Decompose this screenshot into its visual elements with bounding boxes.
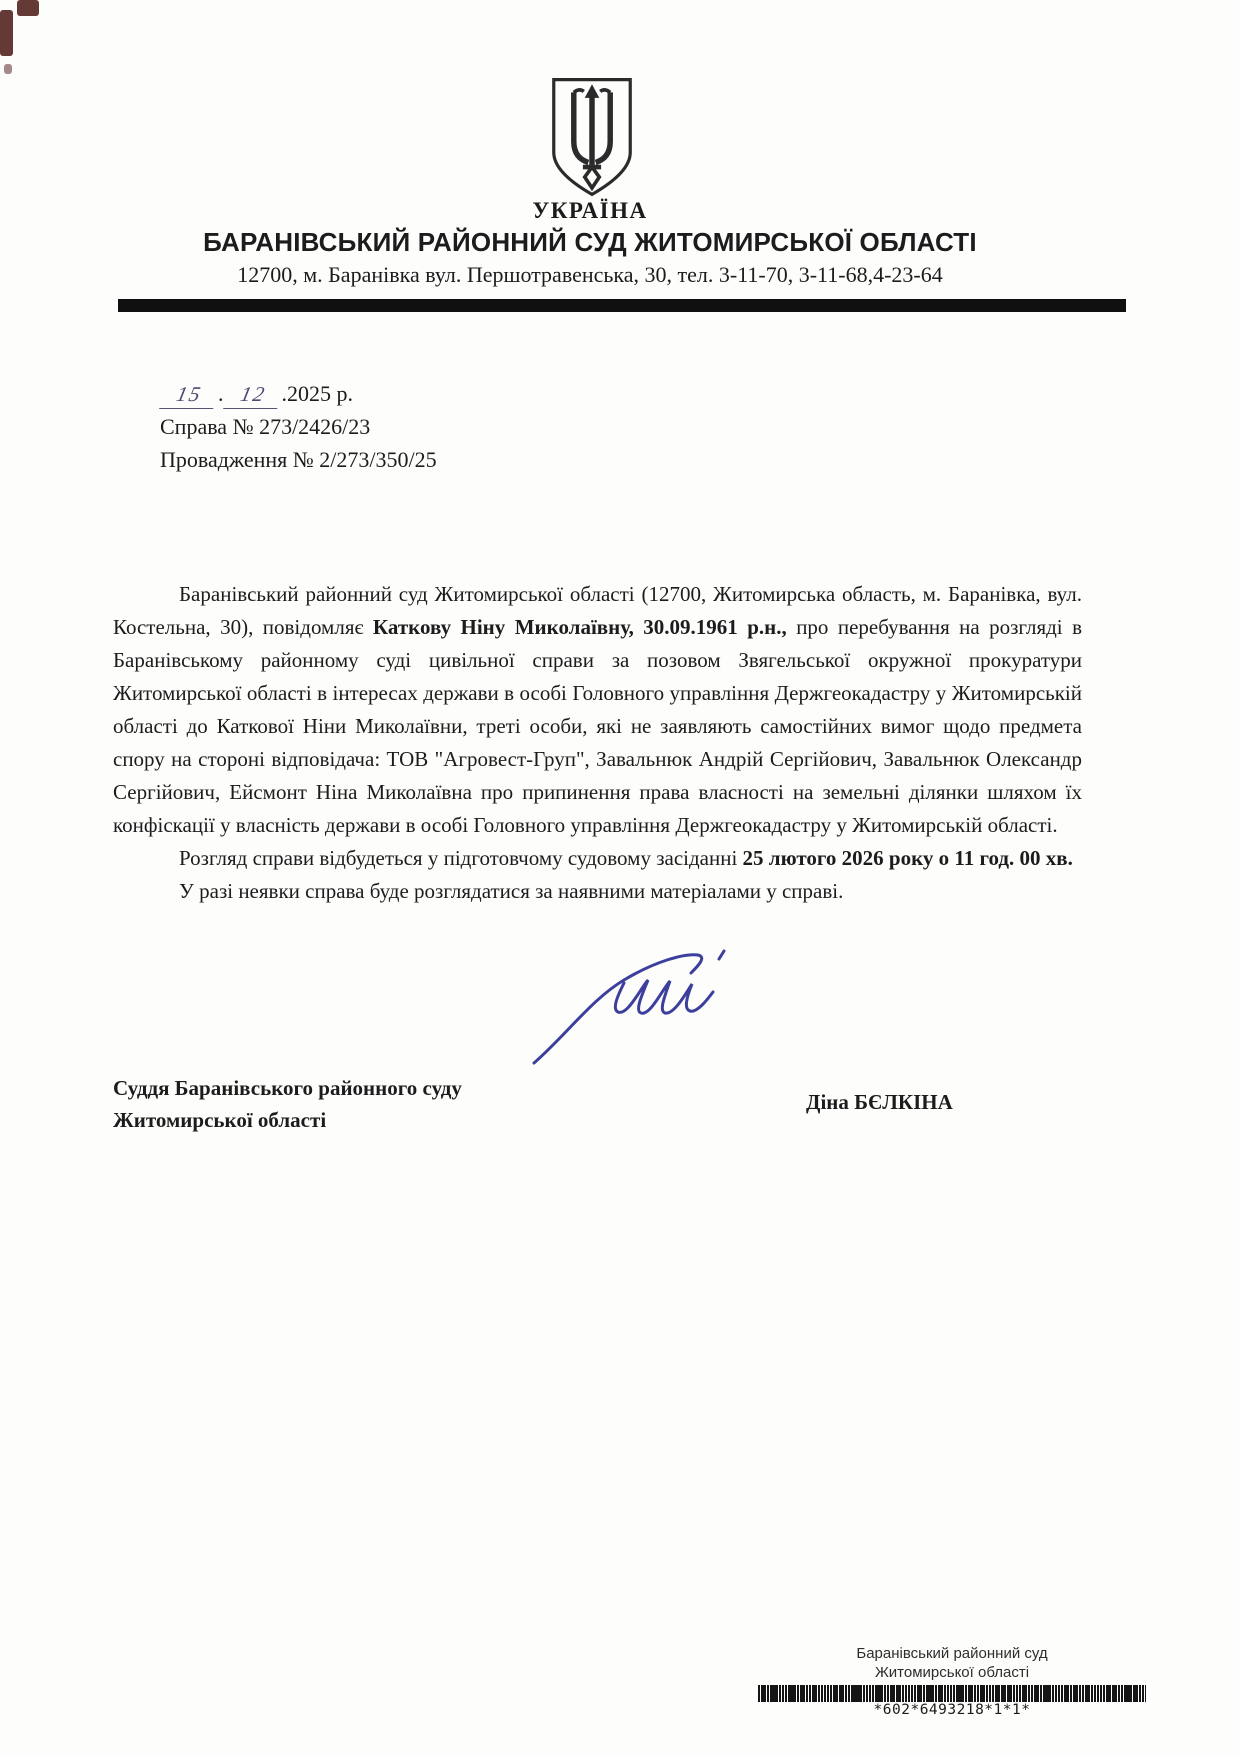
ukraine-trident-icon — [546, 76, 638, 198]
handwritten-month: 12 — [223, 382, 283, 409]
hearing-datetime-bold: 25 лютого 2026 року о 11 год. 00 хв. — [742, 846, 1073, 870]
letter-body — [113, 578, 1082, 908]
footer-court-line1: Баранівський районний суд — [856, 1645, 1048, 1662]
notification-text: Баранівський районний суд Житомирської області (12700, Житомирська область, м. Баранівка, вул. Костельна, 30), повідомляє — [113, 582, 1082, 639]
scan-artifact — [0, 10, 13, 56]
footer-stamp — [758, 1644, 1146, 1718]
proceeding-number: Провадження № 2/273/350/25 — [160, 447, 437, 472]
court-address: 12700, м. Баранівка вул. Першотравенська, 30, тел. 3-11-70, 3-11-68,4-23-64 — [237, 262, 943, 287]
handwritten-day: 15 — [159, 382, 219, 409]
barcode — [758, 1685, 1146, 1702]
date-separator: . — [218, 381, 224, 406]
divider-rule — [118, 299, 1126, 312]
case-number: Справа № 273/2426/23 — [160, 414, 371, 439]
court-name-title: БАРАНІВСЬКИЙ РАЙОННИЙ СУД ЖИТОМИРСЬКОЇ ОБЛАСТІ — [203, 227, 977, 257]
footer-court-line2: Житомирської області — [874, 1664, 1030, 1681]
judge-signature — [528, 946, 748, 1072]
judge-title-line2: Житомирської області — [113, 1108, 327, 1132]
paragraph-hearing — [113, 842, 1082, 875]
paragraph-absence-notice: У разі неявки справа буде розглядатися за наявними матеріалами у справі. — [179, 879, 844, 903]
paragraph-notification — [113, 578, 1082, 842]
addressee-name-bold: Каткову Ніну Миколаївну, 30.09.1961 р.н., — [372, 615, 787, 639]
country-title: УКРАЇНА — [532, 198, 648, 223]
judge-name: Діна БЄЛКІНА — [806, 1090, 953, 1114]
scan-artifact — [4, 64, 12, 74]
barcode-text: *602*6493218*1*1* — [873, 1702, 1031, 1718]
hearing-text: Розгляд справи відбудеться у підготовчому судовому засіданні — [179, 846, 743, 870]
judge-title — [113, 1072, 593, 1136]
case-description-text: про перебування на розгляді в Баранівському районному суді цивільної справи за позовом Звягельської окружної прокуратури Житомирської області в інтересах держави в особі Головного управління Держгеокадастру у Житомирській області до Каткової Ніни Миколаївни, треті особи, які не заявляють самостійних вимог щодо предмета спору на стороні відповідача: ТОВ "Агровест-Груп", Завальнюк Андрій Сергійович, Завальнюк Олександр Сергійович, Ейсмонт Ніна Миколаївна про припинення права власності на земельні ділянки шляхом їх конфіскації у власність держави в особі Головного управління Держгеокадастру у Житомирській області. — [113, 615, 1082, 837]
date-year: .2025 р. — [281, 381, 353, 406]
date-line — [160, 381, 353, 409]
judge-title-line1: Суддя Баранівського районного суду — [113, 1076, 462, 1100]
scan-artifact — [17, 0, 39, 16]
